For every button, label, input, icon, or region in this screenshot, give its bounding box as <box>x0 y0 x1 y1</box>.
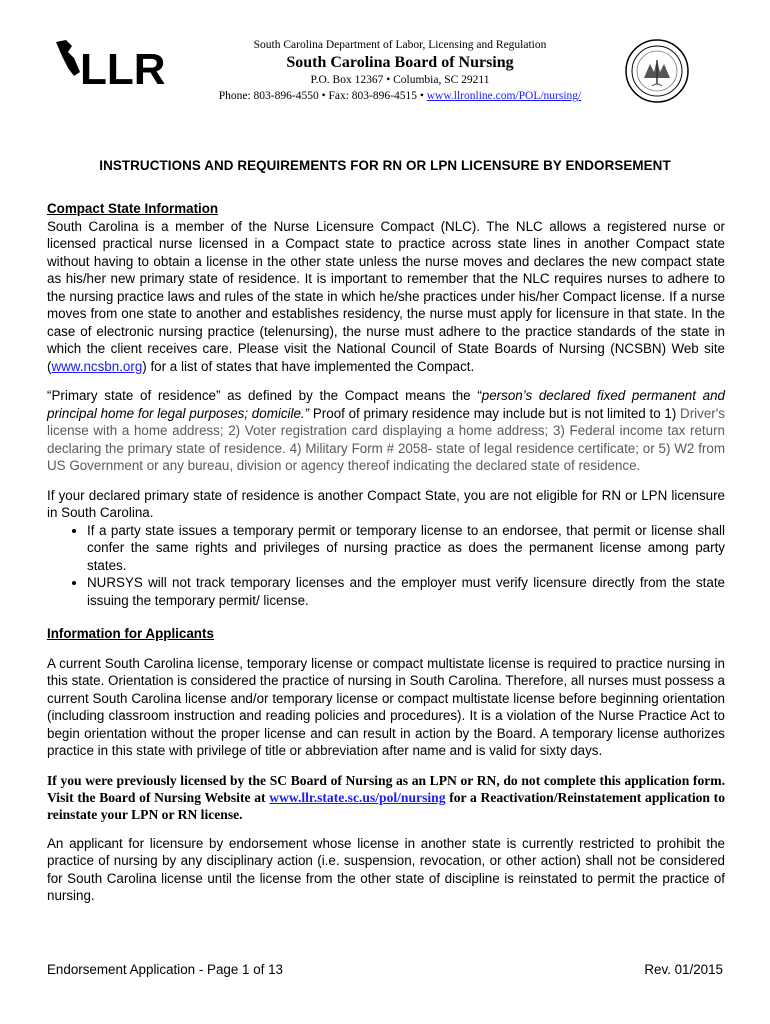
board-name: South Carolina Board of Nursing <box>286 54 514 71</box>
revision-date: Rev. 01/2015 <box>644 962 723 977</box>
svg-text:LLR: LLR <box>80 45 166 90</box>
discipline-paragraph: An applicant for licensure by endorsement whose license in another state is currently restricted to prohibit the practice of nursing by any disciplinary action (i.e. suspension, revocation, or other action) shall not be considered for South Carolina license until the license from the other state of discipline is reinstated to permit the practice of nursing. <box>47 835 725 903</box>
board-contact <box>200 88 600 105</box>
compact-heading: Compact State Information <box>47 201 219 216</box>
department-name: South Carolina Department of Labor, Licensing and Regulation <box>253 39 547 51</box>
reactivation-text-end: for a Reactivation/Reinstatement application to reinstate your LPN or RN license. <box>47 789 725 822</box>
compact-text: South Carolina is a member of the Nurse Licensure Compact (NLC). The NLC allows a registered nurse or licensed practical nurse licensed in a Compact state to practice across state lines in another Compact state without having to obtain a license in the other state unless the nurse moves and declares the new compact state as his/her new primary state of residence. It is important to remember that the NLC requires nurses to adhere to the nursing practice laws and rules of the state in which he/she practices under his/her Compact license. If a nurse moves from one state to another and establishes residency, the nurse must apply for licensure in that state. In the case of electronic nursing practice (telenursing), the nurse must adhere to the practice standards of the state in which the client receives care. Please visit the National Council of State Boards of Nursing (NCSBN) Web site ( <box>47 218 725 374</box>
board-website-link[interactable]: www.llronline.com/POL/nursing/ <box>426 90 582 102</box>
reactivation-text: If you were previously licensed by the SC Board of Nursing as an LPN or RN, do not complete this application form. Visit the Board of Nursing Website at <box>47 772 725 805</box>
main-content <box>47 200 725 905</box>
residence-paragraph <box>47 387 725 475</box>
applicants-heading: Information for Applicants <box>47 626 214 641</box>
nursing-website-link[interactable]: www.llr.state.sc.us/pol/nursing <box>269 789 446 805</box>
letterhead <box>200 38 600 105</box>
compact-text-end: ) for a list of states that have implemented the Compact. <box>142 358 475 374</box>
residence-proof: Proof of primary residence may include but is not limited to 1) <box>309 405 681 421</box>
llr-logo <box>52 38 192 90</box>
eligibility-paragraph: If your declared primary state of residence is another Compact State, you are not eligible for RN or LPN licensure in South Carolina. <box>47 487 725 520</box>
state-seal-icon <box>624 38 690 104</box>
residence-proof-list: Driver's license with a home address; 2) Voter registration card displaying a home address; 3) Federal income tax return declaring the primary state of residence. 4) Military Form # 2058- state of legal residence certificate; or 5) W2 from US Government or any bureau, division or agency thereof indicating the declared state of residence. <box>47 405 725 473</box>
list-item: • NURSYS will not track temporary licenses and the employer must verify licensure directly from the state issuing the temporary permit/ license. <box>87 574 725 609</box>
board-address: P.O. Box 12367 • Columbia, SC 29211 <box>310 74 490 86</box>
residence-intro: “Primary state of residence” as defined by the Compact means the “ <box>47 388 482 403</box>
phone-fax: Phone: 803-896-4550 • Fax: 803-896-4515 • <box>218 90 424 102</box>
state-silhouette-icon <box>56 40 80 76</box>
list-item: • If a party state issues a temporary permit or temporary license to an endorsee, that permit or license shall confer the same rights and privileges of nursing practice as does the permanent license among party states. <box>87 522 725 575</box>
page-footer <box>47 962 723 977</box>
page-number: Endorsement Application - Page 1 of 13 <box>47 962 283 977</box>
page-title: INSTRUCTIONS AND REQUIREMENTS FOR RN OR LPN LICENSURE BY ENDORSEMENT <box>99 158 671 173</box>
temporary-license-list <box>47 522 725 610</box>
applicants-paragraph: A current South Carolina license, temporary license or compact multistate license is required to practice nursing in this state. Orientation is considered the practice of nursing in South Carolina. Therefore, all nurses must possess a current South Carolina license and/or temporary license or compact multistate license before beginning orientation (including classroom instruction and reading policies and procedures). It is a violation of the Nurse Practice Act to begin orientation without the proper license and can result in action by the Board. A temporary license authorizes practice in this state with privilege of title or abbreviation after name and is valid for sixty days. <box>47 655 725 758</box>
ncsbn-link[interactable]: www.ncsbn.org <box>51 358 143 374</box>
residence-definition: person’s declared fixed permanent and principal home for legal purposes; domicile.” <box>47 388 725 421</box>
reactivation-paragraph <box>47 772 725 823</box>
compact-paragraph <box>47 218 725 376</box>
